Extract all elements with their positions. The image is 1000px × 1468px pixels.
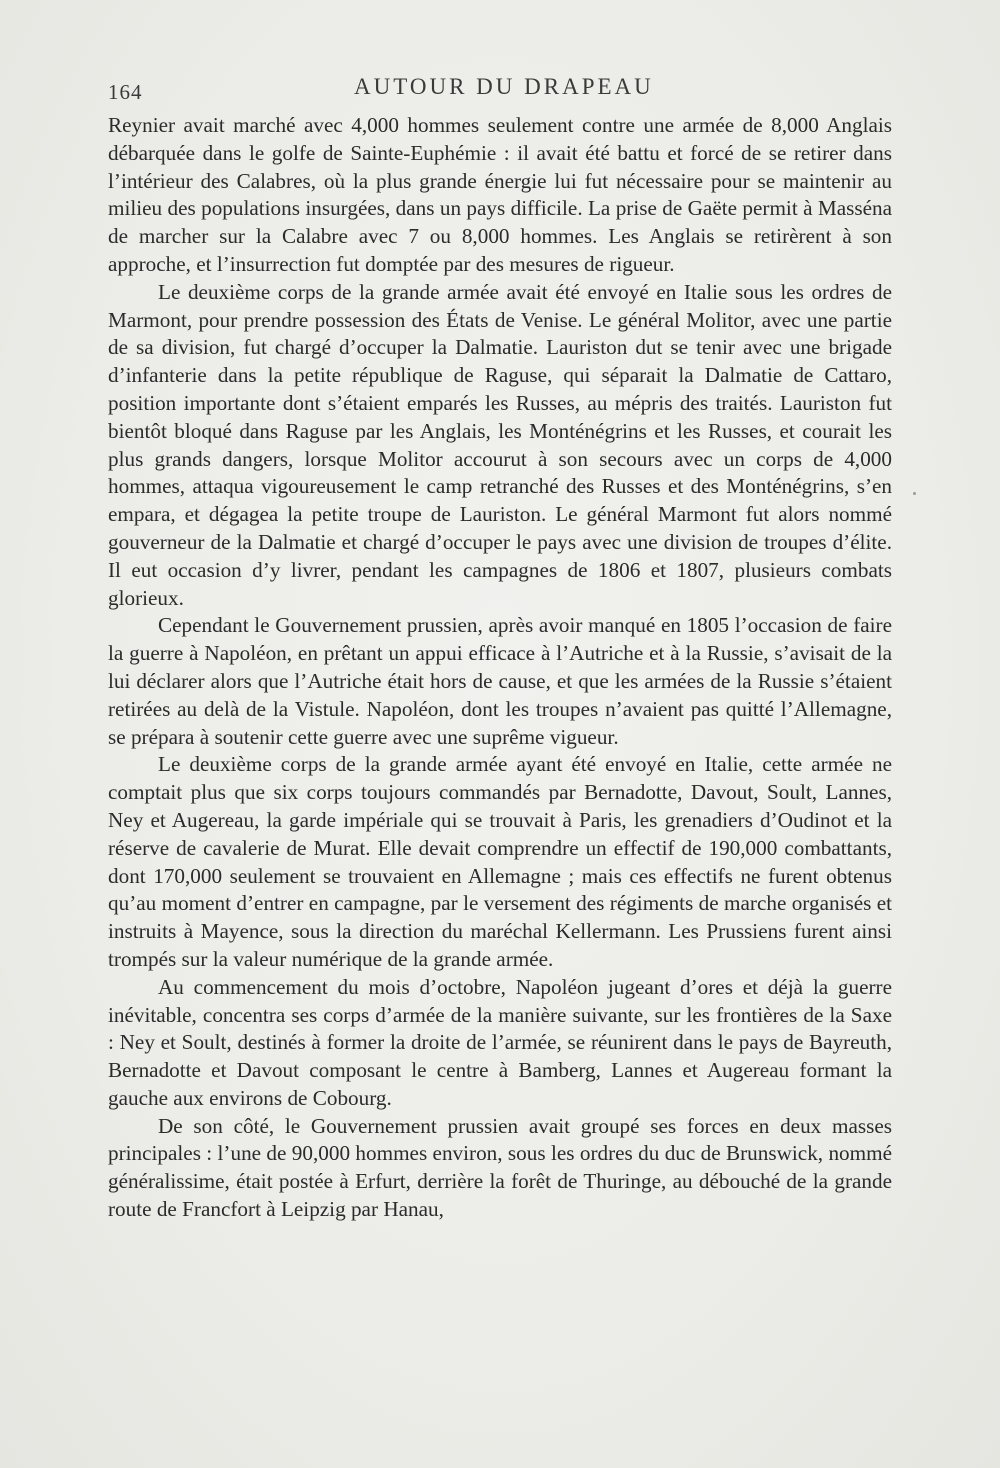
- paragraph-2: Le deuxième corps de la grande armée avait été envoyé en Italie sous les ordres de Marmont, pour prendre possession des États de Venise. Le général Molitor, avec une partie de sa division, fut chargé d’occuper la Dalmatie. Lauriston dut se tenir avec une brigade d’infanterie dans la petite république de Raguse, qui séparait la Dalmatie de Cattaro, position importante dont s’étaient emparés les Russes, au mépris des traités. Lauriston fut bientôt bloqué dans Raguse par les Anglais, les Monténégrins et les Russes, et courait les plus grands dangers, lorsque Molitor accourut à son secours avec un corps de 4,000 hommes, attaqua vigoureusement le camp retranché des Russes et des Monténégrins, s’en empara, et dégagea la petite troupe de Lauriston. Le général Marmont fut alors nommé gouverneur de la Dalmatie et chargé d’occuper le pays avec une division de troupes d’élite. Il eut occasion d’y livrer, pendant les campagnes de 1806 et 1807, plusieurs combats glorieux.: [108, 279, 892, 610]
- page-number: 164: [108, 80, 143, 104]
- paragraph-3: Cependant le Gouvernement prussien, après avoir manqué en 1805 l’occasion de faire la guerre à Napoléon, en prêtant un appui efficace à l’Autriche et à la Russie, s’avisait de la lui déclarer alors que l’Autriche était hors de cause, et que les armées de la Russie s’étaient retirées au delà de la Vistule. Napoléon, dont les troupes n’avaient pas quitté l’Allemagne, se prépara à soutenir cette guerre avec une suprême vigueur.: [108, 613, 892, 749]
- paper-speck: [913, 492, 916, 495]
- paragraph-5: Au commencement du mois d’octobre, Napoléon jugeant d’ores et déjà la guerre inévitable, concentra ses corps d’armée de la manière suivante, sur les frontières de la Saxe : Ney et Soult, destinés à former la droite de l’armée, se réunirent dans le pays de Bayreuth, Bernadotte et Davout composant le centre à Bamberg, Lannes et Augereau formant la gauche aux environs de Cobourg.: [108, 974, 892, 1110]
- paragraph-6: De son côté, le Gouvernement prussien avait groupé ses forces en deux masses principales : l’une de 90,000 hommes environ, sous les ordres du duc de Brunswick, nommé généralissime, était postée à Erfurt, derrière la forêt de Thuringe, au débouché de la grande route de Francfort à Leipzig par Hanau,: [108, 1113, 892, 1222]
- paragraph-1: Reynier avait marché avec 4,000 hommes seulement contre une armée de 8,000 Anglais débarquée dans le golfe de Sainte-Euphémie : il avait été battu et forcé de se retirer dans l’intérieur des Calabres, où la plus grande énergie lui fut nécessaire pour se maintenir au milieu des populations insurgées, dans un pays difficile. La prise de Gaëte permit à Masséna de marcher sur la Calabre avec 7 ou 8,000 hommes. Les Anglais se retirèrent à son approche, et l’insurrection fut domptée par des mesures de rigueur.: [108, 113, 892, 276]
- body-text: [108, 112, 892, 1224]
- page-header: [108, 74, 888, 108]
- paragraph-4: Le deuxième corps de la grande armée ayant été envoyé en Italie, cette armée ne comptait plus que six corps toujours commandés par Bernadotte, Davout, Soult, Lannes, Ney et Augereau, la garde impériale qui se trouvait à Paris, les grenadiers d’Oudinot et la réserve de cavalerie de Murat. Elle devait comprendre un effectif de 190,000 combattants, dont 170,000 seulement se trouvaient en Allemagne ; mais ces effectifs ne furent obtenus qu’au moment d’entrer en campagne, par le versement des régiments de marche organisés et instruits à Mayence, sous la direction du maréchal Kellermann. Les Prussiens furent ainsi trompés sur la valeur numérique de la grande armée.: [108, 752, 892, 971]
- running-title: AUTOUR DU DRAPEAU: [354, 74, 654, 99]
